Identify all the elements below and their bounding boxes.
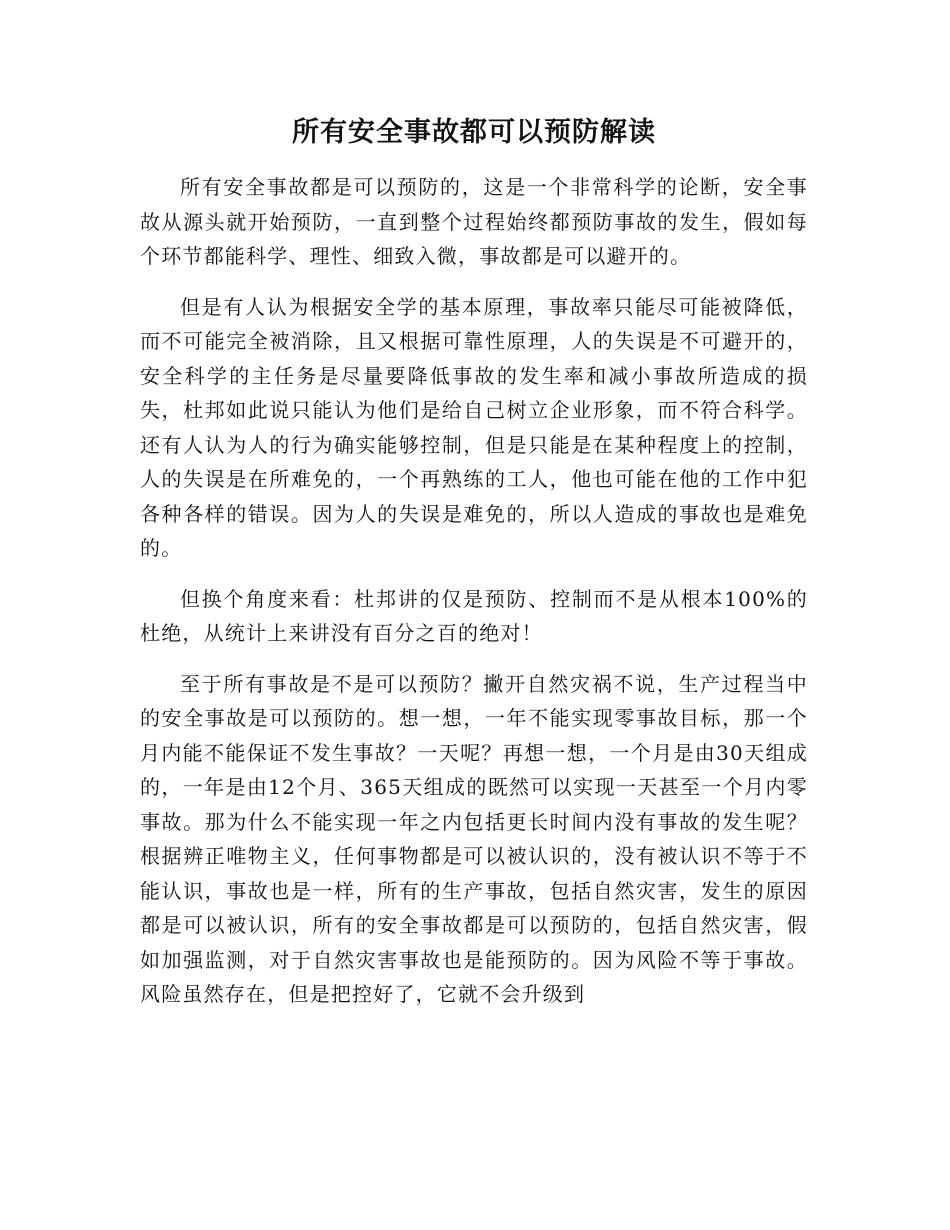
paragraph-2: 但是有人认为根据安全学的基本原理，事故率只能尽可能被降低，而不可能完全被消除，且又根据可靠性原理，人的失误是不可避开的，安全科学的主任务是尽量要降低事故的发生率和减小事故所造成的损失，杜邦如此说只能认为他们是给自己树立企业形象，而不符合科学。还有人认为人的行为确实能够控制，但是只能是在某种程度上的控制，人的失误是在所难免的，一个再熟练的工人，他也可能在他的工作中犯各种各样的错误。因为人的失误是难免的，所以人造成的事故也是难免的。 bbox=[140, 294, 808, 560]
document-title: 所有安全事故都可以预防解读 bbox=[292, 117, 656, 148]
paragraph-4: 至于所有事故是不是可以预防？撇开自然灾祸不说，生产过程当中的安全事故是可以预防的。想一想，一年不能实现零事故目标，那一个月内能不能保证不发生事故？一天呢？再想一想，一个月是由30天组成的，一年是由12个月、365天组成的既然可以实现一天甚至一个月内零事故。那为什么不能实现一年之内包括更长时间内没有事故的发生呢？根据辨正唯物主义，任何事物都是可以被认识的，没有被认识不等于不能认识，事故也是一样，所有的生产事故，包括自然灾害，发生的原因都是可以被认识，所有的安全事故都是可以预防的，包括自然灾害，假如加强监测，对于自然灾害事故也是能预防的。因为风险不等于事故。风险虽然存在，但是把控好了，它就不会升级到 bbox=[140, 671, 808, 1006]
paragraph-3: 但换个角度来看：杜邦讲的仅是预防、控制而不是从根本100%的杜绝，从统计上来讲没有百分之百的绝对！ bbox=[140, 586, 808, 645]
paragraph-1: 所有安全事故都是可以预防的，这是一个非常科学的论断，安全事故从源头就开始预防，一直到整个过程始终都预防事故的发生，假如每个环节都能科学、理性、细致入微，事故都是可以避开的。 bbox=[140, 175, 808, 268]
document-page bbox=[140, 108, 808, 1028]
